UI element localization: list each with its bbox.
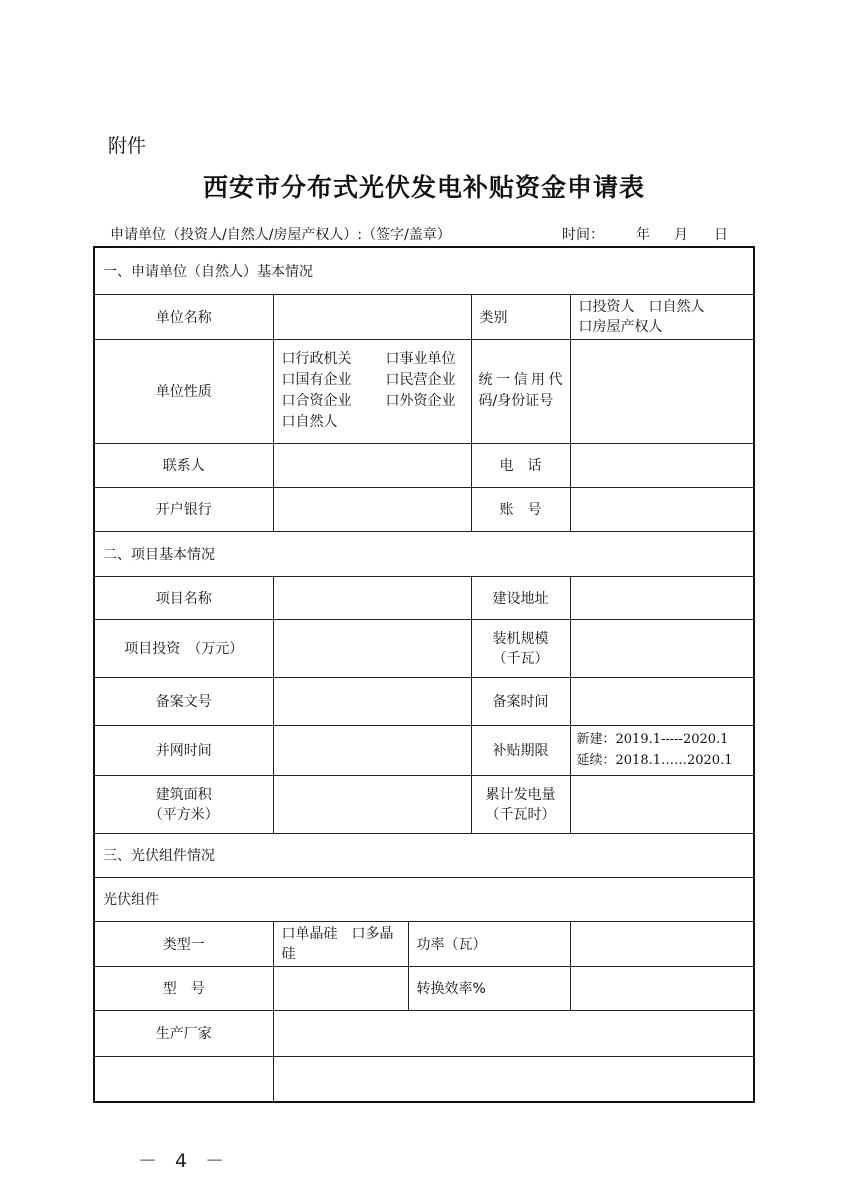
address-label: 建设地址 [471, 576, 570, 619]
section3-title: 三、光伏组件情况 [94, 833, 754, 877]
power-field[interactable] [570, 921, 754, 966]
category-label: 类别 [471, 294, 570, 339]
category-option-line-1[interactable]: 口投资人 口自然人 [578, 298, 705, 315]
nature-option-government[interactable]: 口行政机关 [281, 351, 352, 367]
nature-option-private[interactable]: 口民营企业 [385, 372, 456, 388]
contact-field[interactable] [273, 443, 471, 487]
power-label: 功率（瓦） [408, 921, 570, 966]
investment-field[interactable] [273, 619, 471, 677]
phone-label: 电 话 [471, 443, 570, 487]
filing-number-field[interactable] [273, 677, 471, 725]
unit-name-label: 单位名称 [94, 294, 273, 339]
unit-nature-label: 单位性质 [94, 339, 273, 443]
unit-name-field[interactable] [273, 294, 471, 339]
generation-label-line-2: （千瓦时） [485, 807, 556, 823]
cumulative-generation-field[interactable] [570, 775, 754, 833]
pv-module-subtitle: 光伏组件 [94, 877, 754, 921]
subsidy-period-label: 补贴期限 [471, 725, 570, 775]
form-title: 西安市分布式光伏发电补贴资金申请表 [202, 173, 645, 202]
phone-field[interactable] [570, 443, 754, 487]
manufacturer-label: 生产厂家 [94, 1010, 273, 1056]
account-field[interactable] [570, 487, 754, 531]
attachment-label: 附件 [108, 135, 147, 157]
account-label: 账 号 [471, 487, 570, 531]
model-field[interactable] [273, 966, 408, 1010]
project-name-field[interactable] [273, 576, 471, 619]
project-name-label: 项目名称 [94, 576, 273, 619]
cumulative-generation-label [471, 775, 570, 833]
nature-option-foreign[interactable]: 口外资企业 [385, 393, 456, 409]
credit-code-label: 统一信用代码/身份证号 [471, 339, 570, 443]
year-label: 年 [636, 227, 650, 243]
subsidy-period-values [570, 725, 754, 775]
bank-field[interactable] [273, 487, 471, 531]
section2-title: 二、项目基本情况 [94, 531, 754, 576]
generation-label-line-1: 累计发电量 [485, 787, 556, 803]
efficiency-label: 转换效率% [408, 966, 570, 1010]
nature-option-state-owned[interactable]: 口国有企业 [281, 372, 352, 388]
building-area-label [94, 775, 273, 833]
filing-number-label: 备案文号 [94, 677, 273, 725]
capacity-label-line-2: （千瓦） [492, 651, 549, 667]
period-new-build: 新建：2019.1-----2020.1 [576, 732, 729, 747]
category-option-line-2[interactable]: 口房屋产权人 [578, 318, 663, 335]
nature-option-institution[interactable]: 口事业单位 [385, 351, 456, 367]
module-type-options[interactable]: 口单晶硅 口多晶硅 [273, 921, 408, 966]
contact-label: 联系人 [94, 443, 273, 487]
building-area-label-line-1: 建筑面积 [155, 787, 212, 803]
blank-label-cell [94, 1056, 273, 1102]
capacity-field[interactable] [570, 619, 754, 677]
page-number: － 4 － [138, 1150, 231, 1172]
blank-field-cell[interactable] [273, 1056, 754, 1102]
manufacturer-field[interactable] [273, 1010, 754, 1056]
building-area-field[interactable] [273, 775, 471, 833]
investment-label: 项目投资 （万元） [94, 619, 273, 677]
grid-connection-time-field[interactable] [273, 725, 471, 775]
application-form-table [93, 246, 755, 1103]
category-options[interactable] [570, 294, 754, 339]
module-type-label: 类型一 [94, 921, 273, 966]
model-label: 型 号 [94, 966, 273, 1010]
unit-nature-options[interactable] [273, 339, 471, 443]
applicant-signature-line: 申请单位（投资人/自然人/房屋产权人）:（签字/盖章） [110, 227, 451, 243]
day-label: 日 [714, 227, 728, 243]
capacity-label-line-1: 装机规模 [492, 631, 549, 647]
filing-time-field[interactable] [570, 677, 754, 725]
section1-title: 一、申请单位（自然人）基本情况 [94, 247, 754, 294]
grid-connection-time-label: 并网时间 [94, 725, 273, 775]
month-label: 月 [674, 227, 688, 243]
address-field[interactable] [570, 576, 754, 619]
bank-label: 开户银行 [94, 487, 273, 531]
filing-time-label: 备案时间 [471, 677, 570, 725]
time-line [562, 224, 728, 244]
nature-option-natural-person[interactable]: 口自然人 [281, 414, 338, 430]
credit-code-field[interactable] [570, 339, 754, 443]
time-label: 时间： [562, 227, 604, 243]
nature-option-joint-venture[interactable]: 口合资企业 [281, 393, 352, 409]
capacity-label [471, 619, 570, 677]
efficiency-field[interactable] [570, 966, 754, 1010]
period-extension: 延续：2018.1……2020.1 [576, 753, 733, 768]
building-area-label-line-2: （平方米） [148, 807, 219, 823]
